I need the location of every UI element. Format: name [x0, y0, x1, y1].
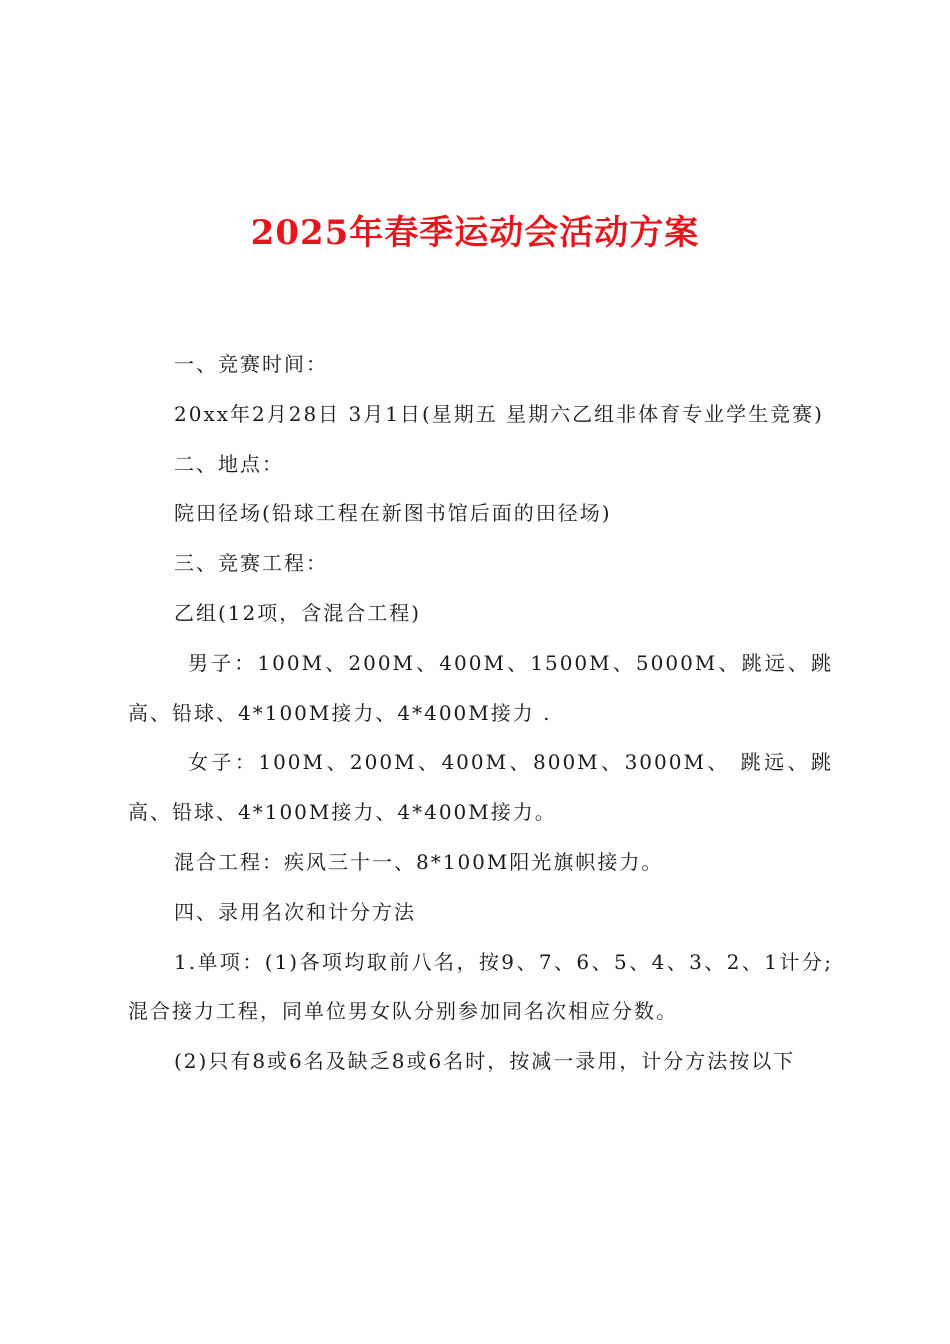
paragraph-location-detail: 院田径场(铅球工程在新图书馆后面的田径场) [174, 501, 612, 526]
document-body [128, 340, 833, 1087]
paragraph-women-events: 女子：100M、200M、400M、800M、3000M、 跳远、跳高、铅球、4*100M接力、4*400M接力。 [128, 750, 833, 825]
section-heading-time: 一、竞赛时间： [174, 352, 328, 376]
document-title: 2025年春季运动会活动方案 [250, 213, 700, 253]
paragraph-time-detail: 20xx年2月28日 3月1日(星期五 星期六乙组非体育专业学生竞赛) [174, 401, 824, 426]
paragraph-mixed-events: 混合工程：疾风三十一、8*100M阳光旗帜接力。 [174, 849, 664, 874]
section-heading-location: 二、地点： [174, 451, 284, 476]
paragraph-men-events: 男子：100M、200M、400M、1500M、5000M、跳远、跳高、铅球、4*100M接力、4*400M接力 . [128, 650, 833, 725]
section-heading-scoring: 四、录用名次和计分方法 [174, 899, 416, 924]
paragraph-scoring-reduced: (2)只有8或6名及缺乏8或6名时，按减一录用，计分方法按以下 [174, 1049, 796, 1074]
section-heading-events: 三、竞赛工程： [174, 551, 328, 576]
paragraph-group-b: 乙组(12项，含混合工程) [174, 600, 422, 625]
paragraph-scoring-single: 1.单项：(1)各项均取前八名，按9、7、6、5、4、3、2、1计分;混合接力工程，同单位男女队分别参加同名次相应分数。 [128, 949, 833, 1024]
